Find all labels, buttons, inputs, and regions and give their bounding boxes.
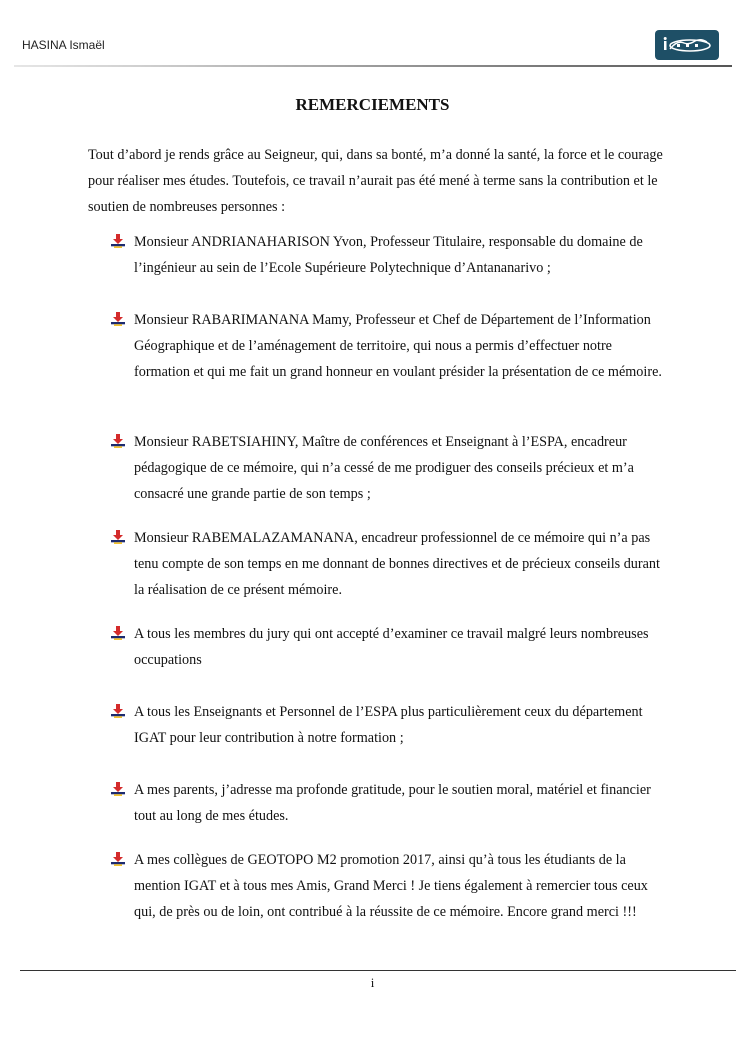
arrow-bullet-icon (111, 852, 125, 866)
page-title: REMERCIEMENTS (295, 95, 450, 114)
page-number: i (370, 975, 375, 990)
header-author: HASINA Ismaël (22, 38, 105, 52)
list-item-text: A mes parents, j’adresse ma profonde gratitude, pour le soutien moral, matériel et financier tout au long de mes études. (134, 782, 651, 824)
list-item-text: Monsieur ANDRIANAHARISON Yvon, Professeur Titulaire, responsable du domaine de l’ingénieur au sein de l’Ecole Supérieure Polytechnique d’Antananarivo ; (134, 234, 643, 276)
arrow-bullet-icon (111, 234, 125, 248)
igat-logo-icon (655, 30, 719, 60)
intro-paragraph: Tout d’abord je rends grâce au Seigneur, qui, dans sa bonté, m’a donné la santé, la force et le courage pour réaliser mes études. Toutefois, ce travail n’aurait pas été mené à terme sans la contribution et le soutien de nombreuses personnes : (88, 147, 663, 215)
header-divider (14, 65, 732, 67)
arrow-bullet-icon (111, 530, 125, 544)
list-item-text: A mes collègues de GEOTOPO M2 promotion 2017, ainsi qu’à tous les étudiants de la mention IGAT et à tous mes Amis, Grand Merci ! Je tiens également à remercier tous ceux qui, de près ou de loin, ont contribué à la réussite de ce mémoire. Encore grand merci !!! (134, 852, 648, 920)
list-item-text: A tous les Enseignants et Personnel de l’ESPA plus particulièrement ceux du département IGAT pour leur contribution à notre formation ; (134, 704, 643, 746)
arrow-bullet-icon (111, 782, 125, 796)
list-item-text: A tous les membres du jury qui ont accepté d’examiner ce travail malgré leurs nombreuses occupations (134, 626, 649, 668)
list-item-text: Monsieur RABEMALAZAMANANA, encadreur professionnel de ce mémoire qui n’a pas tenu compte de son temps en me donnant de bonnes directives et de précieux conseils durant la réalisation de ce présent mémoire. (134, 530, 660, 598)
list-item-text: Monsieur RABETSIAHINY, Maître de conférences et Enseignant à l’ESPA, encadreur pédagogique de ce mémoire, qui n’a cessé de me prodiguer des conseils précieux et m’a consacré une grande partie de son temps ; (134, 434, 634, 502)
arrow-bullet-icon (111, 704, 125, 718)
list-item-text: Monsieur RABARIMANANA Mamy, Professeur et Chef de Département de l’Information Géographique et de l’aménagement de territoire, qui nous a permis d’effectuer notre formation et qui me fait un grand honneur en voulant présider la présentation de ce mémoire. (134, 312, 662, 380)
arrow-bullet-icon (111, 626, 125, 640)
arrow-bullet-icon (111, 312, 125, 326)
arrow-bullet-icon (111, 434, 125, 448)
footer-divider (20, 970, 736, 971)
